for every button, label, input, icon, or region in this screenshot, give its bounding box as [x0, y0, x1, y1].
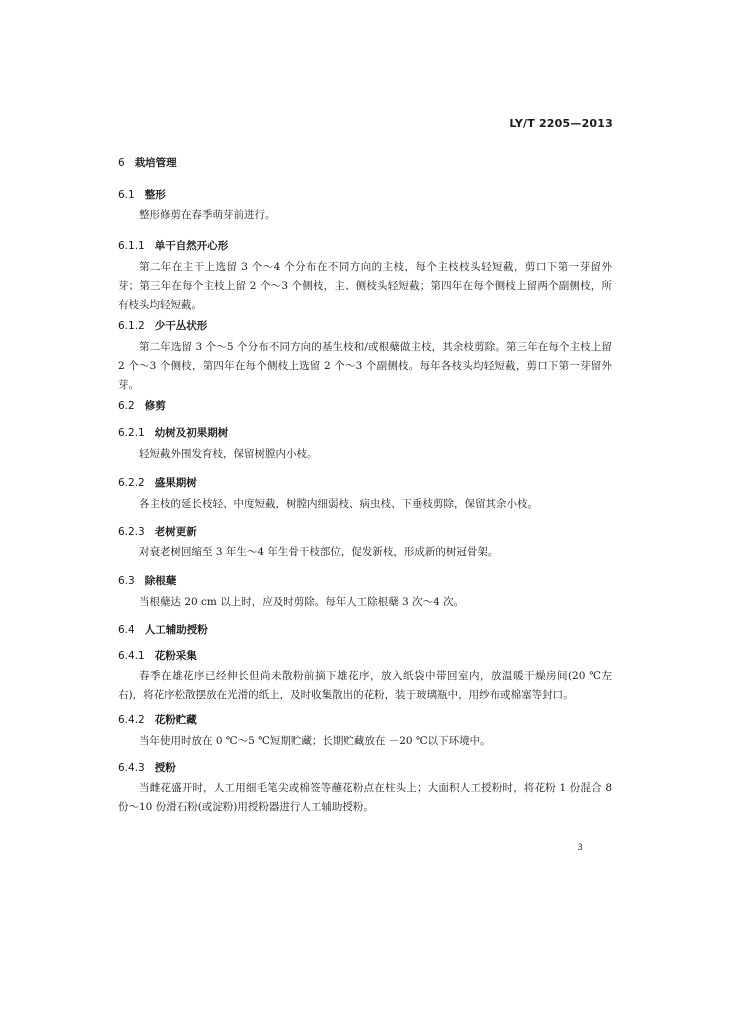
section-number: 6.4.3: [118, 762, 145, 774]
paragraph: 第二年在主干上选留 3 个～4 个分布在不同方向的主枝，每个主枝枝头轻短截，剪口下第一芽留外芽；第三年在每个主枝上留 2 个～3 个侧枝，主、侧枝头轻短截；第四年在每个侧枝上留两个副侧枝，所有枝头均轻短截。: [118, 261, 612, 311]
section-title: 栽培管理: [134, 157, 177, 169]
section-heading: [118, 622, 208, 637]
section-title: 老树更新: [154, 526, 197, 538]
section-number: 6: [118, 157, 125, 169]
paragraph: 当根蘖达 20 cm 以上时，应及时剪除。每年人工除根蘖 3 次～4 次。: [139, 596, 465, 608]
section-heading: [118, 712, 197, 727]
section-heading: [118, 524, 197, 539]
section-title: 花粉采集: [154, 650, 197, 662]
section-title: 花粉贮藏: [154, 714, 197, 726]
section-heading: [118, 318, 207, 333]
section-title: 少干丛状形: [154, 320, 208, 332]
paragraph: 第二年选留 3 个～5 个分布不同方向的基生枝和/或根蘖做主枝，其余枝剪除。第三年在每个主枝上留 2 个～3 个侧枝，第四年在每个侧枝上选留 2 个～3 个副侧枝。每年各枝头均轻短截，剪口下第一芽留外芽。: [118, 341, 612, 391]
section-title: 单干自然开心形: [154, 240, 229, 252]
section-heading: [118, 187, 166, 202]
section-heading: [118, 425, 228, 440]
section-title: 盛果期树: [154, 477, 197, 489]
section-title: 人工辅助授粉: [144, 624, 208, 636]
section-title: 修剪: [144, 400, 166, 412]
section-heading: [118, 238, 228, 253]
section-title: 幼树及初果期树: [154, 427, 229, 439]
paragraph: 当雌花盛开时，人工用细毛笔尖或棉签等蘸花粉点在柱头上；大面积人工授粉时，将花粉 1 份混合 8 份～10 份滑石粉(或淀粉)用授粉器进行人工辅助授粉。: [118, 782, 612, 813]
section-number: 6.4: [118, 624, 135, 636]
section-heading: [118, 648, 197, 663]
paragraph: 整形修剪在春季萌芽前进行。: [139, 209, 276, 221]
section-number: 6.3: [118, 575, 135, 587]
section-number: 6.4.2: [118, 714, 145, 726]
section-number: 6.2: [118, 400, 135, 412]
paragraph: 对衰老树回缩至 3 年生～4 年生骨干枝部位，促发新枝，形成新的树冠骨架。: [139, 546, 499, 558]
section-heading: [118, 398, 166, 413]
section-number: 6.2.1: [118, 427, 145, 439]
standard-code: LY/T 2205—2013: [509, 117, 613, 130]
section-number: 6.1: [118, 189, 135, 201]
section-number: 6.2.3: [118, 526, 145, 538]
section-number: 6.2.2: [118, 477, 145, 489]
section-heading: [118, 760, 176, 775]
page-number: 3: [577, 843, 583, 853]
paragraph: 春季在雄花序已经伸长但尚未散粉前摘下雄花序，放入纸袋中带回室内，放温暖干燥房间(20 ℃左右)，将花序松散摆放在光滑的纸上，及时收集散出的花粉，装于玻璃瓶中，用纱布或棉塞等封口。: [118, 670, 612, 701]
section-title: 整形: [144, 189, 166, 201]
section-number: 6.1.2: [118, 320, 145, 332]
section-heading: [118, 573, 176, 588]
section-number: 6.4.1: [118, 650, 145, 662]
section-heading: [118, 155, 177, 170]
section-heading: [118, 475, 197, 490]
paragraph: 轻短截外围发育枝，保留树膛内小枝。: [139, 448, 318, 460]
section-number: 6.1.1: [118, 240, 145, 252]
paragraph: 当年使用时放在 0 ℃～5 ℃短期贮藏；长期贮藏放在 －20 ℃以下环境中。: [139, 735, 491, 747]
section-title: 除根蘖: [144, 575, 177, 587]
section-title: 授粉: [154, 762, 176, 774]
paragraph: 各主枝的延长枝轻、中度短截，树膛内细弱枝、病虫枝、下垂枝剪除，保留其余小枝。: [139, 498, 538, 510]
